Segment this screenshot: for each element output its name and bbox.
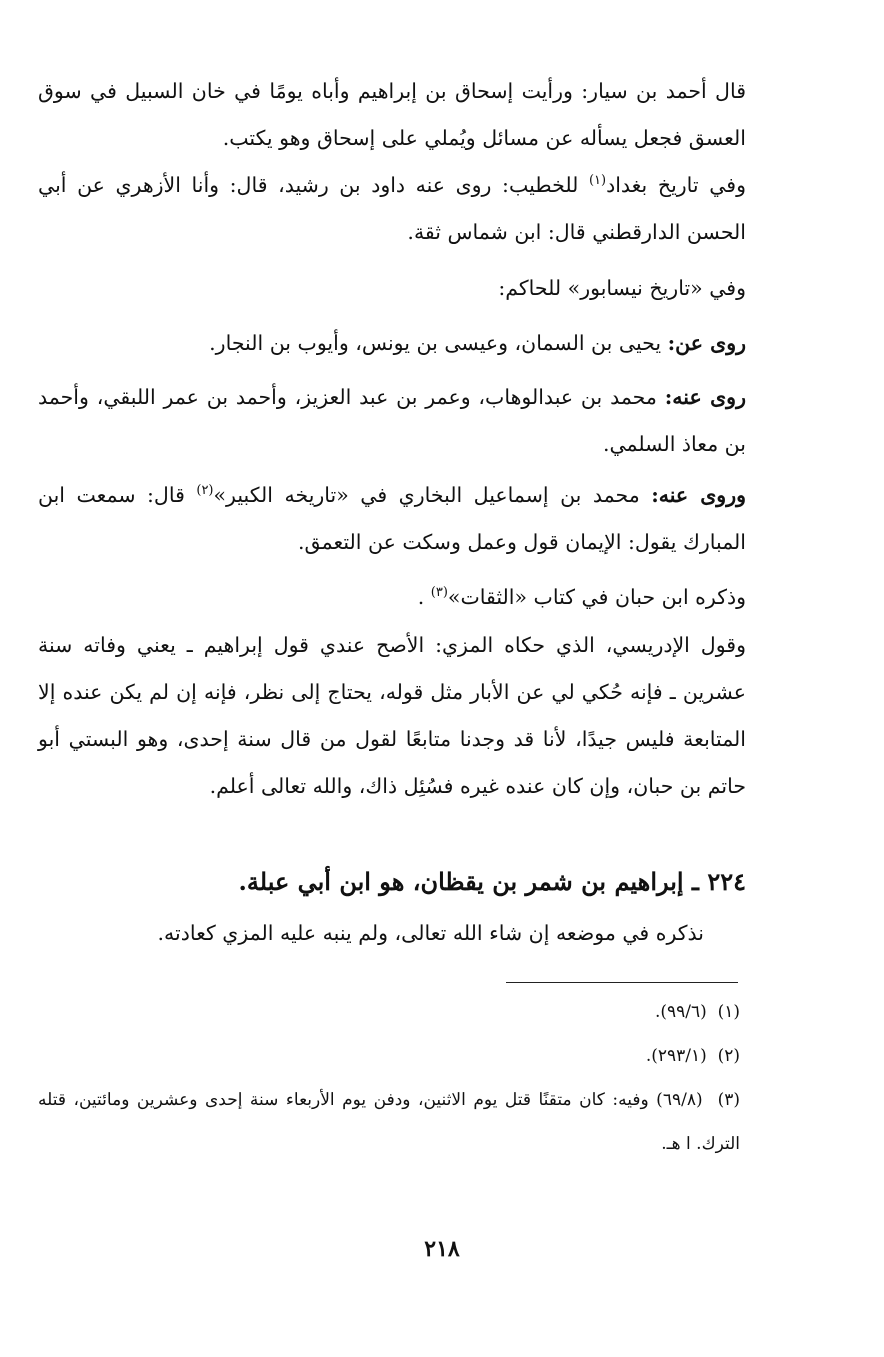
footnote-ref-3[interactable]: (٣) (430, 585, 448, 601)
entry-text: نذكره في موضعه إن شاء الله تعالى، ولم ينبه عليه المزي كعادته. (157, 921, 704, 945)
paragraph-rawa-an: روى عن: يحيى بن السمان، وعيسى بن يونس، وأيوب بن النجار. (209, 331, 746, 355)
paragraph-tarikh-naysabur: وفي «تاريخ نيسابور» للحاكم: (498, 276, 746, 300)
paragraph-bukhari: وروى عنه: محمد بن إسماعيل البخاري في «تاريخه الكبير»$^{(٢)}$ قال: سمعت ابن المبارك يقول: الإيمان قول وعمل وسكت عن التعمق. (38, 483, 747, 554)
page-number: ٢١٨ (424, 1236, 460, 1262)
footnote-ref-1[interactable]: (١) (588, 173, 607, 189)
footnote-divider (506, 982, 738, 983)
paragraph-ahmad-ibn-sayyar: قال أحمد بن سيار: ورأيت إسحاق بن إبراهيم وأباه يومًا في خان السبيل في سوق العسق فجعل يسأله عن مسائل ويُملي على إسحاق وهو يكتب. (38, 79, 746, 150)
footnote-ref-2[interactable]: (٢) (196, 483, 214, 499)
footnote-1: (١) (٩٩/٦). (654, 1002, 740, 1022)
label-warawa-anhu: وروى عنه: (651, 483, 747, 507)
label-rawa-an: روى عن: (667, 331, 746, 355)
paragraph-rawa-anhu: روى عنه: محمد بن عبدالوهاب، وعمر بن عبد العزيز، وأحمد بن عمر اللبقي، وأحمد بن معاذ السلمي. (38, 385, 746, 456)
label-rawa-anhu: روى عنه: (664, 385, 746, 409)
paragraph-ibn-hibban: وذكره ابن حبان في كتاب «الثقات»$^{(٣)}$ . (417, 585, 746, 609)
paragraph-idrisi: وقول الإدريسي، الذي حكاه المزي: الأصح عندي قول إبراهيم ـ يعني وفاته سنة عشرين ـ فإنه حُكي لي عن الأبار مثل قوله، يحتاج إلى نظر، فإنه إن لم يكن عنده إلا المتابعة فليس جيدًا، لأنا قد وجدنا متابعًا لقول من قال سنة إحدى، وهو البستي أبو حاتم بن حبان، وإن كان عنده غيره فسُئِل ذاك، والله تعالى أعلم. (38, 633, 746, 798)
footnote-3: (٣) (٦٩/٨) وفيه: كان متقنًا قتل يوم الاثنين، ودفن يوم الأربعاء سنة إحدى وعشرين ومائتين، قتله الترك. ا هـ. (38, 1090, 741, 1154)
entry-heading: ٢٢٤ ـ إبراهيم بن شمر بن يقظان، هو ابن أبي عبلة. (238, 867, 746, 896)
footnote-2: (٢) (٢٩٣/١). (645, 1046, 740, 1066)
paragraph-tarikh-baghdad: وفي تاريخ بغداد$^{(١)}$ للخطيب: روى عنه داود بن رشيد، قال: وأنا الأزهري عن أبي الحسن الدارقطني قال: ابن شماس ثقة. (38, 173, 746, 244)
